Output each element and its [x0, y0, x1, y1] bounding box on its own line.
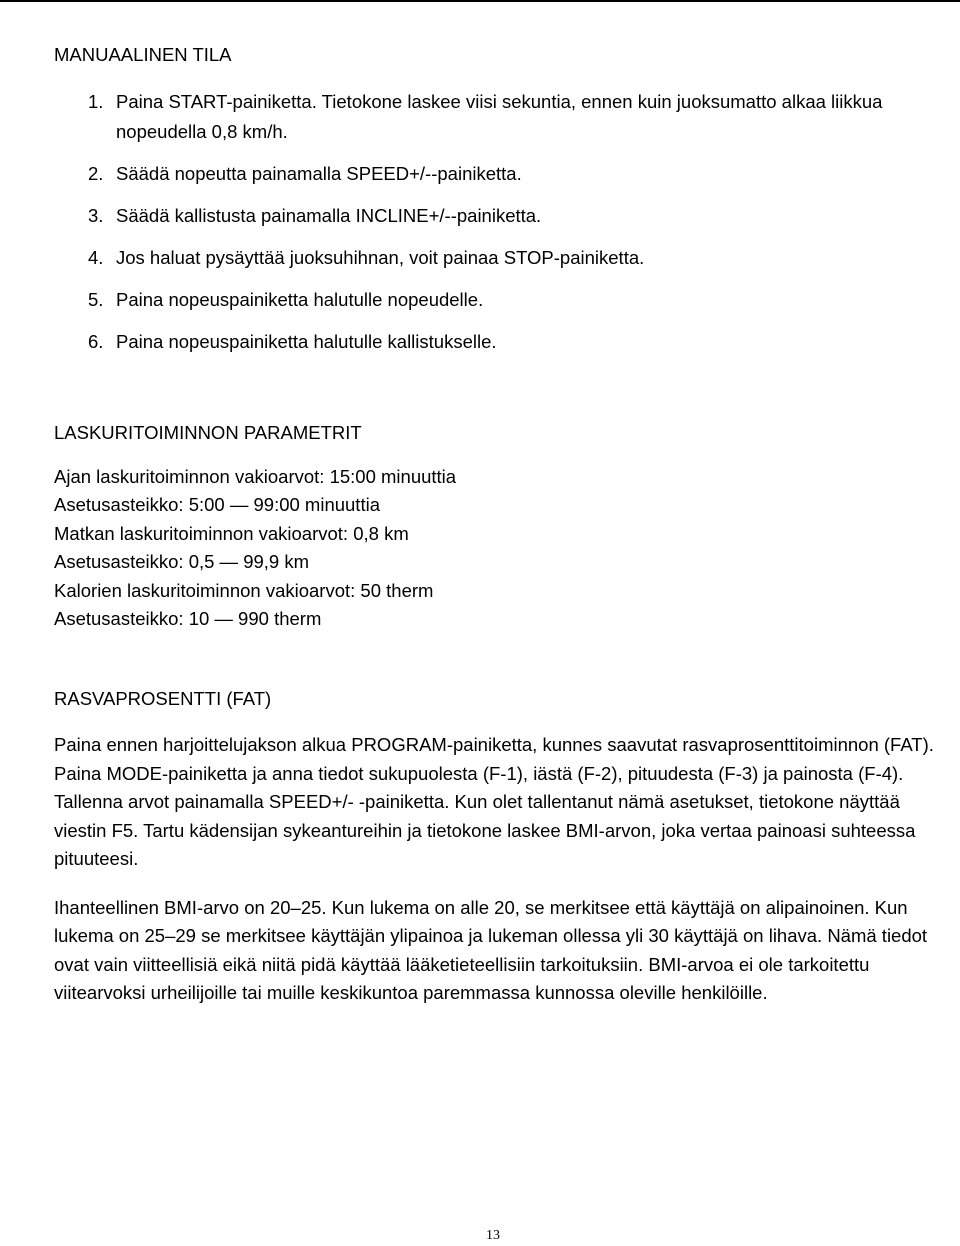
- parameter-line: Matkan laskuritoiminnon vakioarvot: 0,8 km: [54, 522, 409, 544]
- manual-mode-heading: MANUAALINEN TILA: [54, 44, 232, 65]
- parameter-line: Asetusasteikko: 0,5 — 99,9 km: [54, 551, 310, 573]
- parameter-line: Asetusasteikko: 5:00 — 99:00 minuuttia: [54, 494, 380, 516]
- counter-parameters-heading: LASKURITOIMINNON PARAMETRIT: [54, 422, 362, 443]
- list-item: [88, 159, 954, 189]
- list-item: [88, 87, 954, 147]
- step-text: Säädä nopeutta painamalla SPEED+/--painiketta.: [116, 163, 522, 184]
- parameter-line: Kalorien laskuritoiminnon vakioarvot: 50 therm: [54, 579, 434, 601]
- step-text: Paina START-painiketta. Tietokone laskee viisi sekuntia, ennen kuin juoksumatto alkaa liikkua nopeudella 0,8 km/h.: [116, 91, 883, 142]
- fat-instructions-paragraph: Paina ennen harjoittelujakson alkua PROGRAM-painiketta, kunnes saavutat rasvaprosenttitoiminnon (FAT). Paina MODE-painiketta ja anna tiedot sukupuolesta (F-1), iästä (F-2), pituudesta (F-3) ja painosta (F-4). Tallenna arvot painamalla SPEED+/- -painiketta. Kun olet tallentanut nämä asetukset, tietokone näyttää viestin F5. Tartu kädensijan sykeantureihin ja tietokone laskee BMI-arvon, joka vertaa painoasi suhteessa pituuteesi.: [54, 734, 934, 870]
- bmi-info-paragraph: Ihanteellinen BMI-arvo on 20–25. Kun lukema on alle 20, se merkitsee että käyttäjä on alipainoinen. Kun lukema on 25–29 se merkitsee käyttäjän ylipainoa ja lukeman ollessa yli 30 käyttäjä on lihava. Nämä tiedot ovat vain viitteellisiä eikä niitä pidä käyttää lääketieteellisiin tarkoituksiin. BMI-arvoa ei ole tarkoitettu viitearvoksi urheilijoille tai muille keskikuntoa paremmassa kunnossa oleville henkilöille.: [54, 896, 928, 1004]
- step-text: Jos haluat pysäyttää juoksuhihnan, voit painaa STOP-painiketta.: [116, 247, 645, 268]
- parameter-line: Asetusasteikko: 10 — 990 therm: [54, 608, 322, 630]
- list-item: [88, 285, 954, 315]
- step-number: 2.: [88, 163, 104, 184]
- parameter-line: Ajan laskuritoiminnon vakioarvot: 15:00 minuuttia: [54, 466, 457, 487]
- counter-parameters-list: [54, 463, 954, 633]
- step-number: 6.: [88, 331, 104, 352]
- step-number: 5.: [88, 289, 104, 310]
- step-number: 3.: [88, 205, 104, 226]
- fat-percentage-heading: RASVAPROSENTTI (FAT): [54, 688, 272, 710]
- counter-parameters-section: [54, 419, 954, 633]
- manual-mode-steps: [54, 87, 954, 357]
- page-number: 13: [486, 1228, 500, 1243]
- top-border-rule: [0, 0, 960, 2]
- step-text: Paina nopeuspainiketta halutulle kallistukselle.: [116, 331, 497, 352]
- list-item: [88, 327, 954, 357]
- list-item: [88, 243, 954, 273]
- step-number: 4.: [88, 247, 104, 268]
- step-text: Paina nopeuspainiketta halutulle nopeudelle.: [116, 289, 484, 310]
- list-item: [88, 201, 954, 231]
- document-body: [54, 41, 954, 1008]
- fat-percentage-section: [54, 685, 954, 1008]
- step-text: Säädä kallistusta painamalla INCLINE+/--painiketta.: [116, 205, 542, 226]
- step-number: 1.: [88, 91, 104, 112]
